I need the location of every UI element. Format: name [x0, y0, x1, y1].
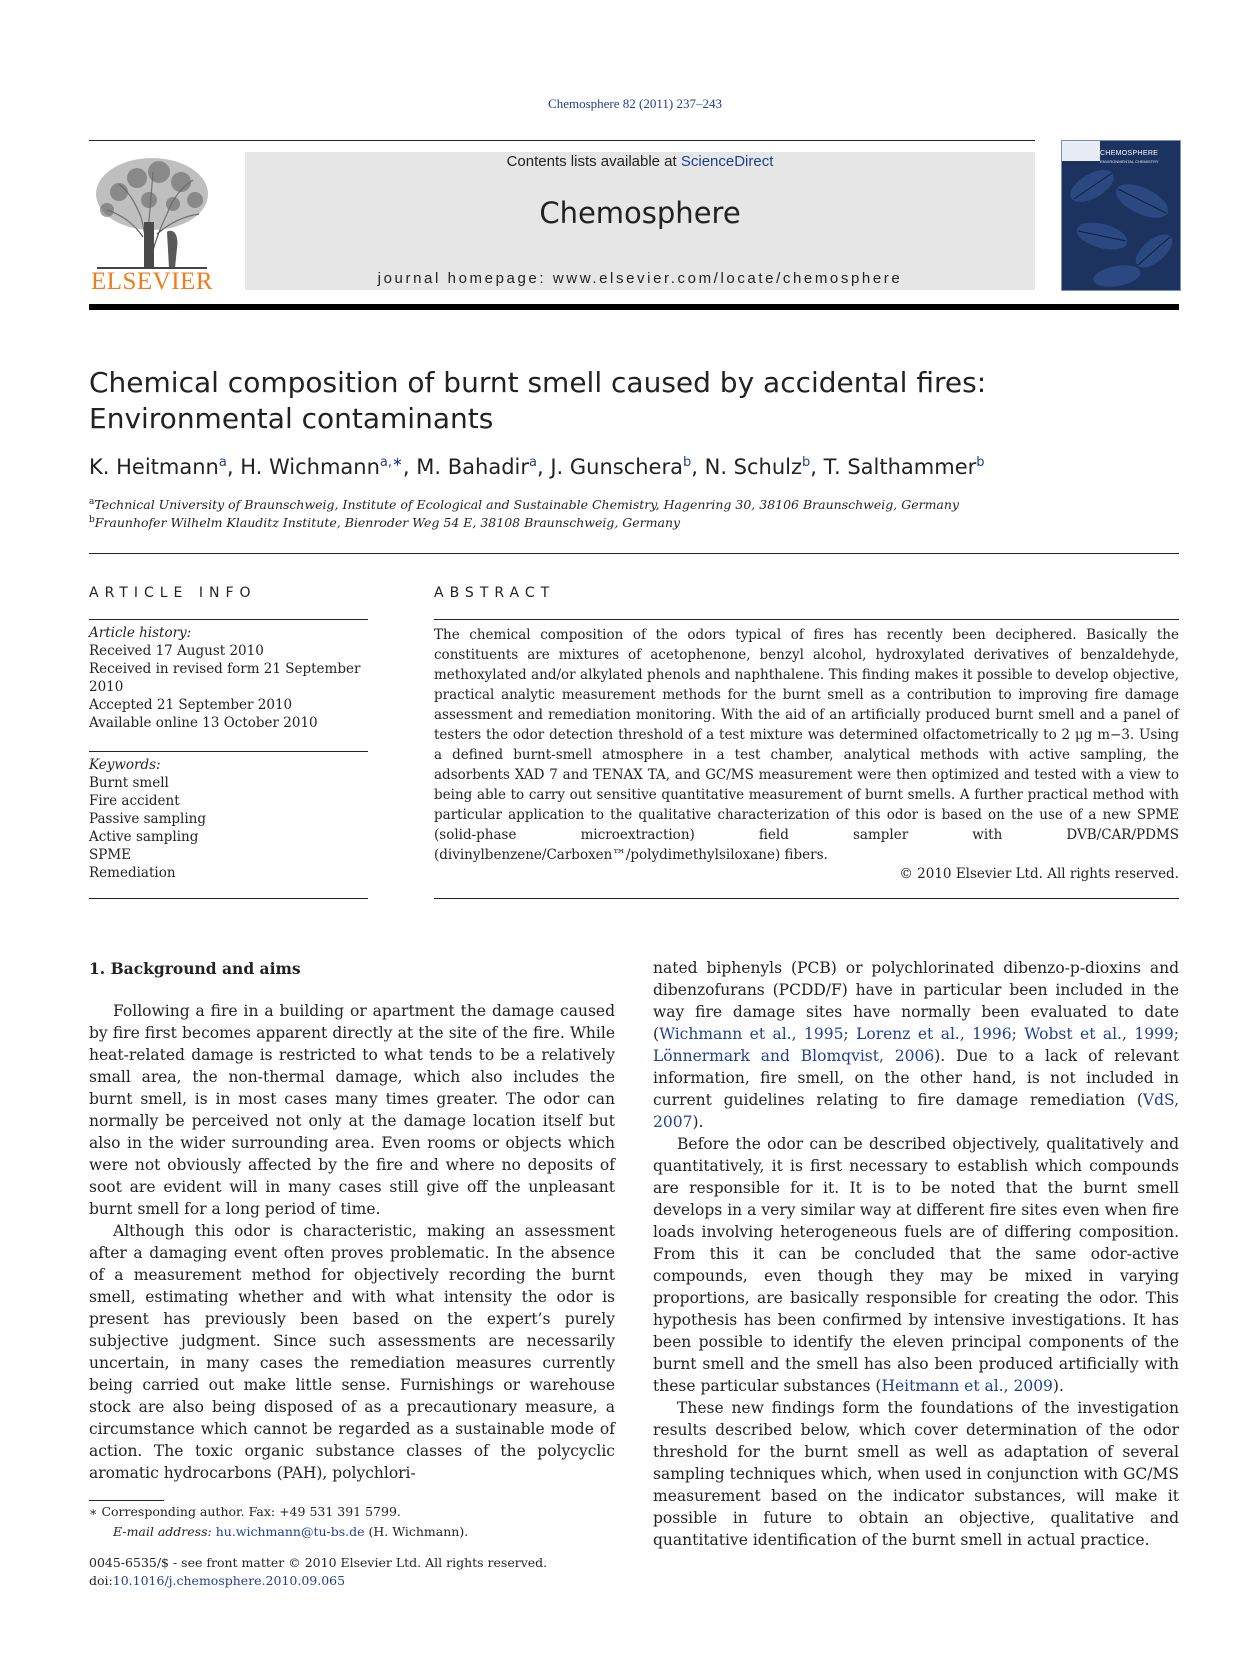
affiliation-marker: b	[89, 515, 95, 525]
history-label: Article history:	[89, 625, 192, 641]
paragraph-text: ). Due to a lack of relevant information, fire smell, on the other hand, is not included in current guidelines relating to fire damage remediation (	[653, 1047, 1179, 1109]
abstract-rule	[434, 898, 1179, 899]
doi-line	[89, 1573, 345, 1588]
author-affil-link[interactable]: a	[529, 455, 537, 470]
article-history	[89, 624, 368, 732]
journal-name: Chemosphere	[539, 196, 741, 230]
keyword: Fire accident	[89, 793, 180, 809]
email-name: (H. Wichmann).	[368, 1524, 469, 1539]
keyword: Passive sampling	[89, 811, 206, 827]
keywords-label: Keywords:	[89, 757, 161, 773]
info-rule	[89, 898, 368, 899]
article-title	[89, 365, 1179, 437]
contents-line	[245, 153, 1035, 170]
affiliation-text: Technical University of Braunschweig, Institute of Ecological and Sustainable Chemistry, Hagenring 30, 38106 Braunschweig, Germany	[94, 497, 959, 513]
author-list: K. Heitmann$^a$, H. Wichmann$^{a,∗}$, M. Bahadir$^a$, J. Gunschera$^b$, N. Schulz$^b$, T. Salthammer$^b$	[89, 455, 985, 479]
paragraph: Although this odor is characteristic, making an assessment after a damaging event often proves problematic. In the absence of a measurement method for objectively recording the burnt smell, estimating whether and with what intensity the odor is present has previously been based on the expert’s purely subjective judgment. Since such assessments are necessarily uncertain, in many cases the remediation measures currently being carried out make little sense. Furnishings or warehouse stock are also being disposed of as a precautionary measure, a circumstance which cannot be regarded as a sustainable mode of action. The toxic organic substance classes of the polycyclic aromatic hydrocarbons (PAH), polychlori-	[89, 1222, 615, 1482]
title-line-2: Environmental contaminants	[89, 402, 494, 435]
author-name: H. Wichmann	[240, 455, 380, 479]
body-column-left	[89, 1000, 615, 1484]
author-affil-link[interactable]: a,∗	[379, 455, 403, 470]
email-label: E-mail address:	[113, 1524, 212, 1539]
keyword: Remediation	[89, 865, 176, 881]
doi-label: doi:	[89, 1573, 113, 1588]
journal-homepage-link[interactable]: journal homepage: www.elsevier.com/locate/chemosphere	[377, 270, 903, 287]
paragraph	[653, 957, 1179, 1133]
author-affil-link[interactable]: b	[682, 455, 692, 470]
cover-title: CHEMOSPHERE	[1100, 150, 1159, 157]
publisher-wordmark: ELSEVIER	[90, 268, 214, 295]
info-rule	[89, 751, 368, 752]
affiliation-text: Fraunhofer Wilhelm Klauditz Institute, Bienroder Weg 54 E, 38108 Braunschweig, Germany	[94, 515, 681, 531]
journal-citation[interactable]: Chemosphere 82 (2011) 237–243	[548, 96, 722, 111]
author-affil-link[interactable]: a	[218, 455, 227, 470]
author-name: J. Gunschera	[550, 455, 683, 479]
section-heading: 1. Background and aims	[89, 959, 301, 978]
author-affil-link[interactable]: b	[976, 455, 985, 470]
author-name: K. Heitmann	[89, 455, 219, 479]
title-line-1: Chemical composition of burnt smell caused by accidental fires:	[89, 366, 987, 399]
paragraph	[653, 1133, 1179, 1397]
header-thick-rule	[89, 304, 1179, 310]
abstract-rule	[434, 619, 1179, 620]
info-rule	[89, 619, 368, 620]
contents-prefix: Contents lists available at	[506, 153, 681, 170]
abstract-heading: ABSTRACT	[434, 585, 556, 601]
history-item: Received 17 August 2010	[89, 643, 264, 659]
history-item: 2010	[89, 679, 124, 695]
affiliation-a	[89, 497, 1179, 512]
abstract-text: The chemical composition of the odors typical of fires has recently been deciphered. Basically the constituents are mixtures of acetophenone, benzyl alcohol, hydroxylated derivatives of benzaldehyde, methoxylated and/or alkylated phenols and naphthalene. This finding makes it possible to develop objective, practical analytic measurement methods for the burnt smell as a contribution to improving fire damage assessment and remediation monitoring. With the aid of an artificially produced burnt smell and a panel of testers the odor detection threshold of a test mixture was determined olfactometrically to 2 μg m−3. Using a defined burnt-smell atmosphere in a test chamber, analytical methods with active sampling, the adsorbents XAD 7 and TENAX TA, and GC/MS measurement were then optimized and tested with a view to being able to carry out sensitive quantitative measurement of burnt smells. A further practical method with particular application to the qualitative characterization of this odor is based on the use of a new SPME (solid-phase microextraction) field sampler with DVB/CAR/PDMS (divinylbenzene/Carboxen™/polydimethylsiloxane) fibers.	[434, 627, 1179, 863]
paragraph-text: Before the odor can be described objectively, qualitatively and quantitatively, it is first necessary to establish which compounds are responsible for it. It is to be noted that the burnt smell develops in a very similar way at different fire sites even when fire loads involving heterogeneous fuels are of differing composition. From this it can be concluded that the same odor-active compounds, even though they may be mixed in varying proportions, are basically responsible for creating the odor. This hypothesis has been confirmed by intensive investigations. It has been possible to identify the eleven principal components of the burnt smell and the smell has also been produced artificially with these particular substances (	[653, 1135, 1179, 1395]
keyword: Burnt smell	[89, 775, 169, 791]
affiliation-rule	[89, 553, 1179, 554]
email-link[interactable]: hu.wichmann@tu-bs.de	[215, 1524, 365, 1539]
paragraph-text: nated biphenyls (PCB) or polychlorinated dibenzo-p-dioxins and dibenzofurans (PCDD/F) have in particular been included in the way fire damage sites have normally been evaluated to date (	[653, 959, 1179, 1043]
cover-subtitle: ENVIRONMENTAL CHEMISTRY	[1100, 159, 1159, 164]
author-name: N. Schulz	[704, 455, 803, 479]
issn-line: 0045-6535/$ - see front matter © 2010 Elsevier Ltd. All rights reserved.	[89, 1555, 548, 1570]
body-column-right	[653, 957, 1179, 1551]
affiliation-b	[89, 515, 1179, 530]
history-item: Available online 13 October 2010	[89, 715, 318, 731]
doi-link[interactable]: 10.1016/j.chemosphere.2010.09.065	[112, 1573, 346, 1588]
author-name: T. Salthammer	[823, 455, 977, 479]
affiliation-marker: a	[89, 497, 95, 507]
paragraph: Following a fire in a building or apartment the damage caused by fire first becomes apparent directly at the site of the fire. While heat-related damage is restricted to what tends to be a relatively small area, the non-thermal damage, which also includes the burnt smell, is in most cases many times greater. The odor can normally be perceived not only at the damage location itself but also in the wider surrounding area. Even rooms or objects which were not obviously affected by the fire and where no deposits of soot are evident will in many cases still give off the unpleasant burnt smell for a long period of time.	[89, 1002, 615, 1218]
email-note	[89, 1524, 649, 1539]
keyword: Active sampling	[89, 829, 199, 845]
abstract-copyright: © 2010 Elsevier Ltd. All rights reserved.	[899, 866, 1179, 882]
citation-link[interactable]: Wichmann et al., 1995; Lorenz et al., 1996; Wobst et al., 1999; Lönnermark and Blomqvist, 2006	[653, 1025, 1179, 1065]
footnote-rule	[89, 1500, 164, 1501]
keywords	[89, 756, 368, 882]
author-name: M. Bahadir	[416, 455, 529, 479]
author-affil-link[interactable]: b	[802, 455, 811, 470]
citation-link[interactable]: Heitmann et al., 2009	[881, 1377, 1053, 1395]
header-rule	[89, 140, 1035, 141]
paragraph-text: ).	[1052, 1377, 1064, 1395]
paragraph: These new findings form the foundations of the investigation results described below, which cover determination of the odor threshold for the burnt smell as well as adaptation of several sampling techniques which, when used in conjunction with GC/MS measurement based on the indicator substances, will make it possible in future to obtain an objective, qualitative and quantitative identification of the burnt smell in actual practice.	[653, 1399, 1179, 1549]
article-info-heading: ARTICLE INFO	[89, 585, 257, 601]
citation-link[interactable]: VdS, 2007	[653, 1091, 1179, 1131]
history-item: Accepted 21 September 2010	[89, 697, 293, 713]
keyword: SPME	[89, 847, 132, 863]
corresponding-author-note: ∗ Corresponding author. Fax: +49 531 391 5799.	[89, 1504, 401, 1519]
sciencedirect-link[interactable]: ScienceDirect	[680, 153, 774, 170]
paragraph-text: ).	[692, 1113, 704, 1131]
history-item: Received in revised form 21 September	[89, 661, 361, 677]
